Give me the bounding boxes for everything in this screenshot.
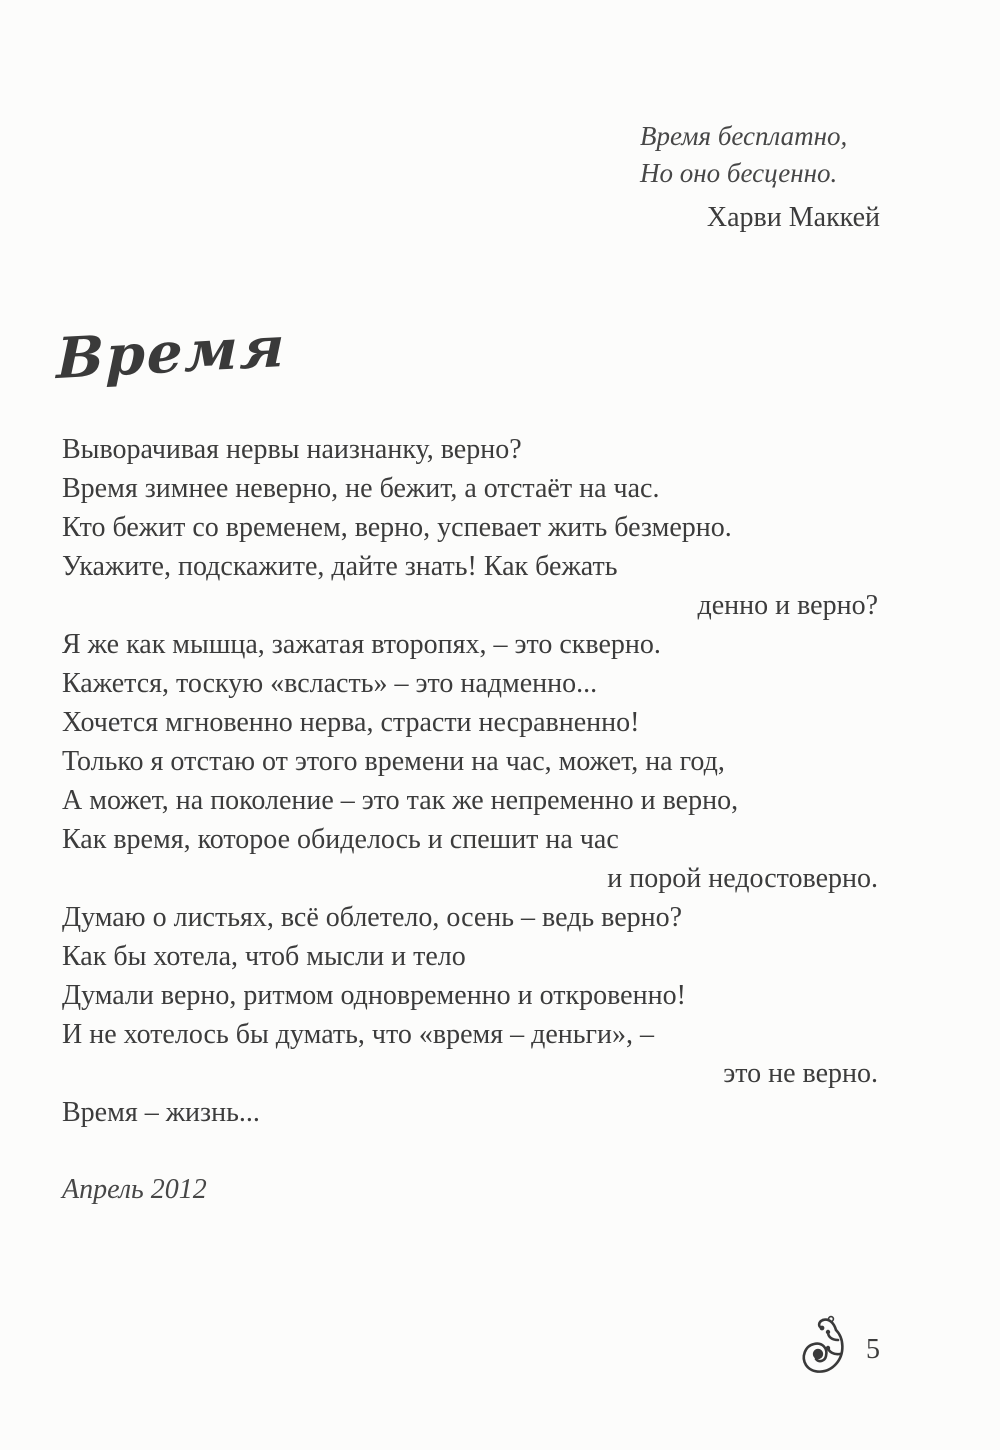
- poem-line: Укажите, подскажите, дайте знать! Как бежать: [62, 551, 618, 582]
- poem-line: Кажется, тоскую «всласть» – это надменно...: [62, 668, 598, 699]
- poem-line: И не хотелось бы думать, что «время – деньги», –: [62, 1019, 654, 1050]
- poem-line: Я же как мышца, зажатая второпях, – это скверно.: [62, 629, 661, 660]
- epigraph: [640, 118, 880, 235]
- poem-title: Время: [56, 313, 287, 392]
- poem-line: Кто бежит со временем, верно, успевает жить безмерно.: [62, 512, 732, 543]
- poem-line: Время зимнее неверно, не бежит, а отстаёт на час.: [62, 473, 660, 504]
- poem-line: Хочется мгновенно нерва, страсти несравненно!: [62, 707, 640, 738]
- epigraph-line-2: Но оно бесценно.: [640, 158, 838, 188]
- poem-line: Думали верно, ритмом одновременно и откровенно!: [62, 980, 686, 1011]
- poem-line: Только я отстаю от этого времени на час, может, на год,: [62, 746, 725, 777]
- vine-flourish-icon: [800, 1314, 852, 1380]
- poem-line: Как бы хотела, чтоб мысли и тело: [62, 941, 466, 972]
- poem-line: Выворачивая нервы наизнанку, верно?: [62, 434, 522, 465]
- poem-body: [62, 430, 878, 1132]
- poem-line: А может, на поколение – это так же непременно и верно,: [62, 785, 739, 816]
- epigraph-line-1: Время бесплатно,: [640, 121, 848, 151]
- poem-date: Апрель 2012: [62, 1174, 207, 1205]
- poem-line-indented: это не верно.: [723, 1058, 878, 1089]
- epigraph-attribution: Харви Маккей: [706, 202, 880, 233]
- page-number: 5: [866, 1334, 880, 1365]
- poem-line-indented: денно и верно?: [697, 590, 878, 621]
- poem-line: Как время, которое обиделось и спешит на час: [62, 824, 619, 855]
- poem-line-indented: и порой недостоверно.: [607, 863, 878, 894]
- poem-line: Время – жизнь...: [62, 1097, 260, 1128]
- page-footer: [800, 1312, 910, 1382]
- poem-line: Думаю о листьях, всё облетело, осень – ведь верно?: [62, 902, 683, 933]
